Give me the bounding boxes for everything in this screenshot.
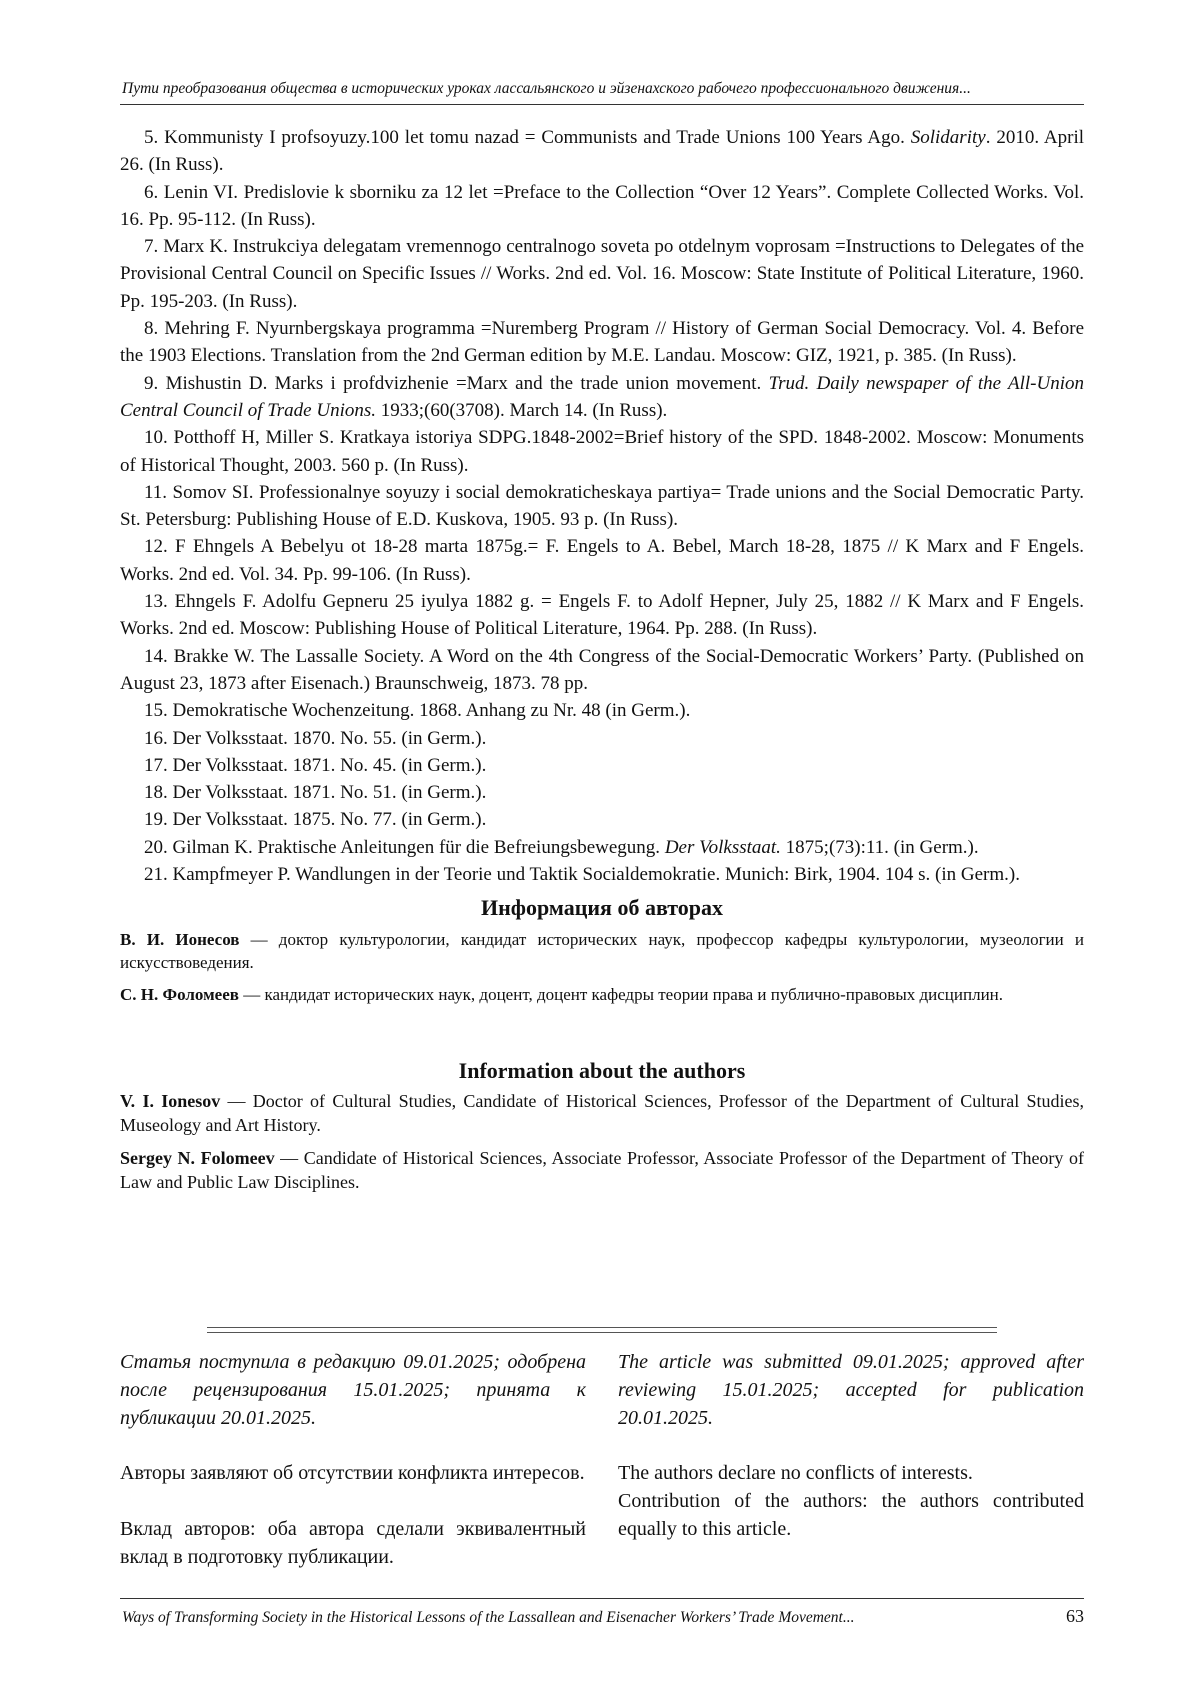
reference-text: 15. Demokratische Wochenzeitung. 1868. Anhang zu Nr. 48 (in Germ.).	[144, 700, 691, 722]
ru-author-1-desc: — доктор культурологии, кандидат исторических наук, профессор кафедры культурологии, музеологии и искусствоведения.	[120, 930, 1085, 972]
en-contribution-statement: Contribution of the authors: the authors contributed equally to this article.	[618, 1490, 1084, 1540]
reference-item	[120, 315, 1084, 370]
ru-authors-title: Информация об авторах	[480, 895, 724, 920]
reference-item	[120, 233, 1084, 315]
en-author-2-desc: — Candidate of Historical Sciences, Associate Professor, Associate Professor of the Department of Theory of Law and Public Law Disciplines.	[120, 1148, 1085, 1192]
running-header: Пути преобразования общества в исторических уроках лассальянского и эйзенахского рабочего профессионального движения...	[122, 80, 971, 97]
reference-text: 8. Mehring F. Nyurnbergskaya programma =Nuremberg Program // History of German Social Democracy. Vol. 4. Before the 1903 Elections. Translation from the 2nd German edition by M.E. Landau. Moscow: GIZ, 1921, p. 385. (In Russ).	[120, 318, 1084, 367]
reference-text: 18. Der Volksstaat. 1871. No. 51. (in Germ.).	[144, 782, 487, 804]
reference-item	[120, 124, 1084, 179]
reference-text: 21. Kampfmeyer P. Wandlungen in der Teorie und Taktik Socialdemokratie. Munich: Birk, 1904. 104 s. (in Germ.).	[144, 864, 1020, 886]
reference-text: 16. Der Volksstaat. 1870. No. 55. (in Germ.).	[144, 727, 487, 749]
ru-author-2-desc: — кандидат исторических наук, доцент, доцент кафедры теории права и публично-правовых дисциплин.	[238, 985, 1004, 1004]
ru-author-2-name: С. Н. Фоломеев	[120, 985, 239, 1004]
ru-conflict-statement: Авторы заявляют об отсутствии конфликта интересов.	[120, 1462, 585, 1484]
ru-contribution-statement: Вклад авторов: оба автора сделали эквивалентный вклад в подготовку публикации.	[120, 1518, 586, 1568]
en-conflict-statement: The authors declare no conflicts of interests.	[618, 1462, 973, 1484]
en-author-1	[120, 1089, 1084, 1137]
en-author-1-name: V. I. Ionesov	[120, 1091, 221, 1111]
reference-item	[120, 725, 1084, 752]
reference-item	[120, 806, 1084, 833]
double-divider	[207, 1327, 997, 1333]
ru-author-2	[120, 983, 1084, 1006]
reference-source: Trud. Daily newspaper of the All-Union Central Council of Trade Unions.	[120, 372, 1085, 421]
reference-text: 11. Somov SI. Professionalnye soyuzy i social demokraticheskaya partiya= Trade unions and the Social Democratic Party. St. Petersburg: Publishing House of E.D. Kuskova, 1905. 93 p. (In Russ).	[120, 481, 1084, 531]
reference-item	[120, 424, 1084, 479]
reference-text: 10. Potthoff H, Miller S. Kratkaya istoriya SDPG.1848-2002=Brief history of the SPD. 1848-2002. Moscow: Monuments of Historical Thought, 2003. 560 p. (In Russ).	[120, 427, 1084, 476]
reference-text: 7. Marx K. Instrukciya delegatam vremennogo centralnogo soveta po otdelnym voprosam =Instructions to Delegates of the Provisional Central Council on Specific Issues // Works. 2nd ed. Vol. 16. Moscow: State Institute of Political Literature, 1960. Pp. 195-203. (In Russ).	[120, 236, 1084, 312]
en-author-1-desc: — Doctor of Cultural Studies, Candidate of Historical Sciences, Professor of the Department of Cultural Studies, Museology and Art History.	[120, 1091, 1084, 1135]
reference-item	[120, 643, 1084, 698]
en-submission-dates: The article was submitted 09.01.2025; approved after reviewing 15.01.2025; accepted for publication 20.01.2025.	[618, 1351, 1084, 1429]
reference-text: 20. Gilman K. Praktische Anleitungen für die Befreiungsbewegung.	[144, 836, 665, 858]
reference-source: Der Volksstaat.	[664, 836, 781, 858]
reference-text: 17. Der Volksstaat. 1871. No. 45. (in Germ.).	[144, 754, 487, 776]
page-number: 63	[1066, 1606, 1084, 1626]
reference-item	[120, 861, 1084, 888]
reference-item	[120, 697, 1084, 724]
reference-source: Solidarity	[910, 127, 986, 148]
footer-rule	[120, 1598, 1084, 1599]
reference-tail: . 2010. April 26. (In Russ).	[120, 127, 1085, 176]
reference-item	[120, 179, 1084, 234]
reference-item	[120, 834, 1084, 861]
reference-tail: 1875;(73):11. (in Germ.).	[780, 836, 979, 858]
reference-item	[120, 779, 1084, 806]
header-rule	[120, 104, 1084, 105]
reference-list	[120, 124, 1084, 888]
reference-tail: 1933;(60(3708). March 14. (In Russ).	[376, 399, 668, 421]
reference-text: 19. Der Volksstaat. 1875. No. 77. (in Germ.).	[144, 809, 487, 831]
reference-text: 13. Ehngels F. Adolfu Gepneru 25 iyulya 1882 g. = Engels F. to Adolf Hepner, July 25, 1882 // K Marx and F Engels. Works. 2nd ed. Moscow: Publishing House of Political Literature, 1964. Pp. 288. (In Russ).	[120, 591, 1084, 640]
ru-author-1	[120, 928, 1084, 974]
reference-item	[120, 588, 1084, 643]
reference-item	[120, 533, 1084, 588]
ru-author-1-name: В. И. Ионесов	[120, 930, 240, 949]
en-authors-title: Information about the authors	[458, 1058, 746, 1083]
ru-submission-dates: Статья поступила в редакцию 09.01.2025; одобрена после рецензирования 15.01.2025; принята к публикации 20.01.2025.	[120, 1351, 586, 1429]
reference-item	[120, 752, 1084, 779]
reference-text: 5. Kommunisty I profsoyuzy.100 let tomu nazad = Communists and Trade Unions 100 Years Ago.	[144, 127, 911, 148]
running-footer: Ways of Transforming Society in the Historical Lessons of the Lassallean and Eisenacher Workers’ Trade Movement...	[122, 1609, 855, 1626]
reference-item	[120, 370, 1084, 425]
reference-item	[120, 479, 1084, 534]
reference-text: 14. Brakke W. The Lassalle Society. A Word on the 4th Congress of the Social-Democratic Workers’ Party. (Published on August 23, 1873 after Eisenach.) Braunschweig, 1873. 78 pp.	[120, 645, 1084, 694]
en-author-2-name: Sergey N. Folomeev	[120, 1148, 275, 1168]
en-author-2	[120, 1146, 1084, 1194]
reference-text: 12. F Ehngels A Bebelyu ot 18-28 marta 1875g.= F. Engels to A. Bebel, March 18-28, 1875 // K Marx and F Engels. Works. 2nd ed. Vol. 34. Pp. 99-106. (In Russ).	[120, 536, 1084, 585]
reference-text: 6. Lenin VI. Predislovie k sborniku za 12 let =Preface to the Collection “Over 12 Years”. Complete Collected Works. Vol. 16. Pp. 95-112. (In Russ).	[120, 181, 1084, 230]
reference-text: 9. Mishustin D. Marks i profdvizhenie =Marx and the trade union movement.	[144, 372, 769, 394]
